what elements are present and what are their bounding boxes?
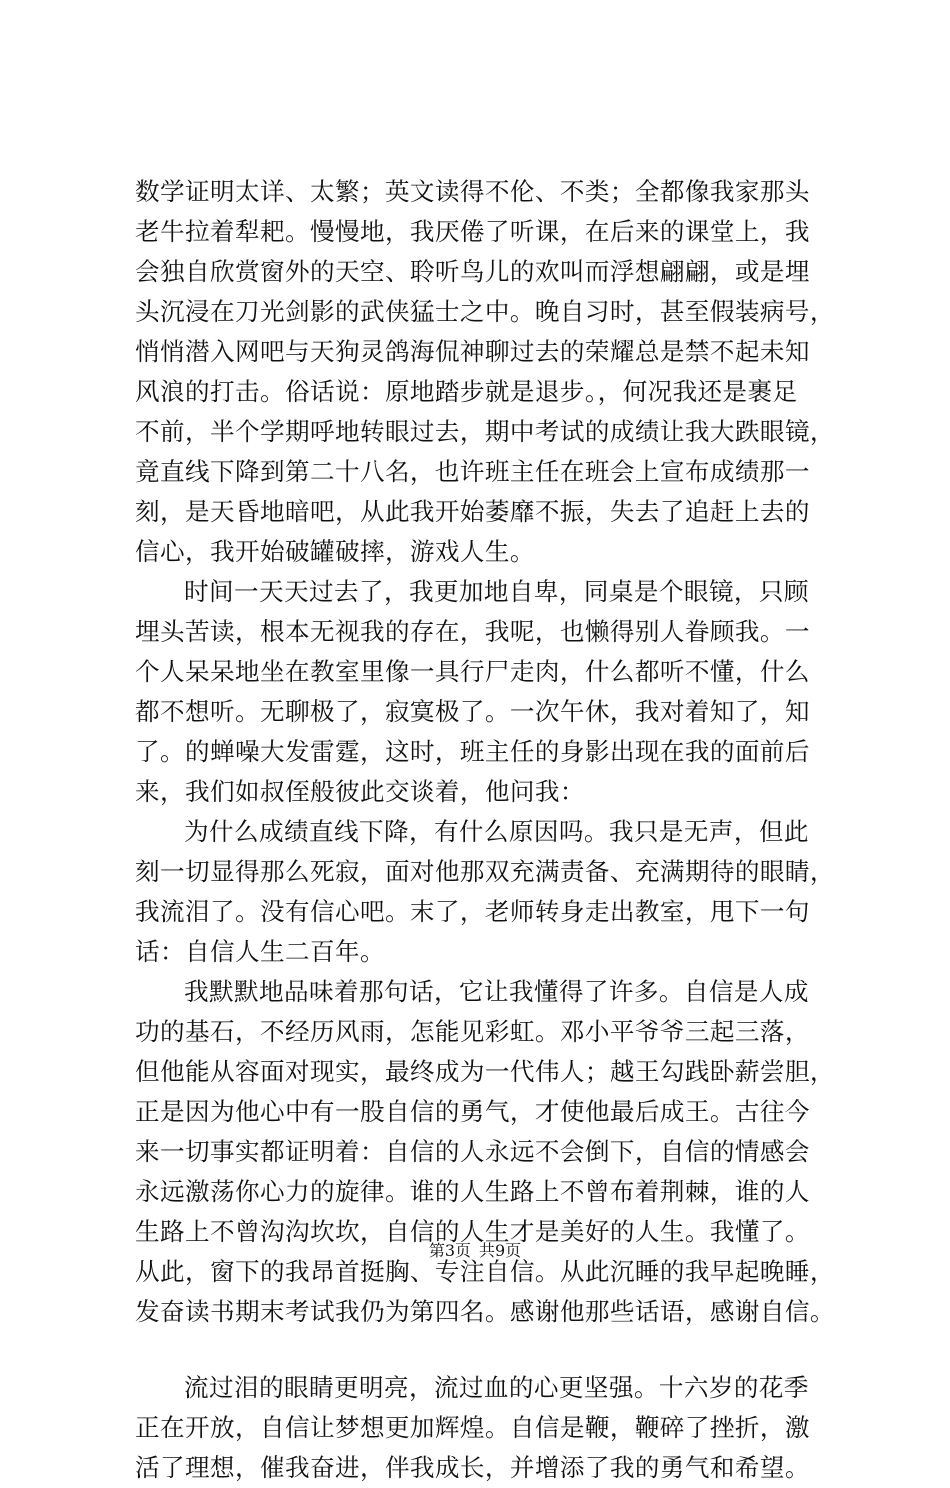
text-line: 头沉浸在刀光剑影的武侠猛士之中。晚自习时，甚至假装病号， [135,297,835,326]
text-line: 会独自欣赏窗外的天空、聆听鸟儿的欢叫而浮想翩翩，或是埋 [135,257,810,286]
text-line: 悄悄潜入网吧与天狗灵鸽海侃神聊过去的荣耀总是禁不起未知 [135,337,810,366]
page-total: 共9页 [479,1241,522,1260]
document-body [135,172,840,1488]
text-line: 我流泪了。没有信心吧。末了，老师转身走出教室，甩下一句 [135,897,810,926]
text-line: 发奋读书期末考试我仍为第四名。感谢他那些话语，感谢自信。 [135,1297,835,1326]
paragraph-gap [135,1332,840,1368]
page-footer [0,1241,950,1261]
paragraph-start-line: 时间一天天过去了，我更加地自卑，同桌是个眼镜，只顾 [184,577,809,606]
text-line: 功的基石，不经历风雨，怎能见彩虹。邓小平爷爷三起三落， [135,1017,810,1046]
text-line: 了。的蝉噪大发雷霆，这时，班主任的身影出现在我的面前后 [135,737,810,766]
text-line: 都不想听。无聊极了，寂寞极了。一次午休，我对着知了，知 [135,697,810,726]
text-line: 不前，半个学期呼地转眼过去，期中考试的成绩让我大跌眼镜， [135,417,835,446]
text-line: 数学证明太详、太繁；英文读得不伦、不类；全都像我家那头 [135,177,810,206]
text-line: 刻，是天昏地暗吧，从此我开始萎靡不振，失去了追赶上去的 [135,497,810,526]
text-line: 竟直线下降到第二十八名，也许班主任在班会上宣布成绩那一 [135,457,810,486]
text-line: 刻一切显得那么死寂，面对他那双充满责备、充满期待的眼睛， [135,857,835,886]
page-number: 第3页 [428,1241,471,1260]
text-line: 风浪的打击。俗话说：原地踏步就是退步。，何况我还是裹足 [135,377,798,406]
text-line: 埋头苦读，根本无视我的存在，我呢，也懒得别人眷顾我。一 [135,617,810,646]
paragraph-start-line: 我默默地品味着那句话，它让我懂得了许多。自信是人成 [184,977,809,1006]
text-line: 来一切事实都证明着：自信的人永远不会倒下，自信的情感会 [135,1137,810,1166]
paragraph-start-line: 流过泪的眼睛更明亮，流过血的心更坚强。十六岁的花季 [184,1373,809,1402]
text-line: 来，我们如叔侄般彼此交谈着，他问我： [135,777,585,806]
text-line: 正在开放，自信让梦想更加辉煌。自信是鞭，鞭碎了挫折，激 [135,1413,810,1442]
text-line: 老牛拉着犁耙。慢慢地，我厌倦了听课，在后来的课堂上，我 [135,217,810,246]
text-line: 话：自信人生二百年。 [135,937,385,966]
text-line: 信心，我开始破罐破摔，游戏人生。 [135,537,535,566]
text-line: 但他能从容面对现实，最终成为一代伟人；越王勾践卧薪尝胆， [135,1057,835,1086]
text-line: 永远激荡你心力的旋律。谁的人生路上不曾布着荆棘，谁的人 [135,1177,810,1206]
text-line: 生路上不曾沟沟坎坎，自信的人生才是美好的人生。我懂了。 [135,1217,810,1246]
text-line: 活了理想，催我奋进，伴我成长，并增添了我的勇气和希望。 [135,1453,810,1482]
text-line: 个人呆呆地坐在教室里像一具行尸走肉，什么都听不懂，什么 [135,657,810,686]
text-line: 正是因为他心中有一股自信的勇气，才使他最后成王。古往今 [135,1097,810,1126]
text-line: 从此，窗下的我昂首挺胸、专注自信。从此沉睡的我早起晚睡， [135,1257,835,1286]
paragraph-start-line: 为什么成绩直线下降，有什么原因吗。我只是无声，但此 [184,817,809,846]
